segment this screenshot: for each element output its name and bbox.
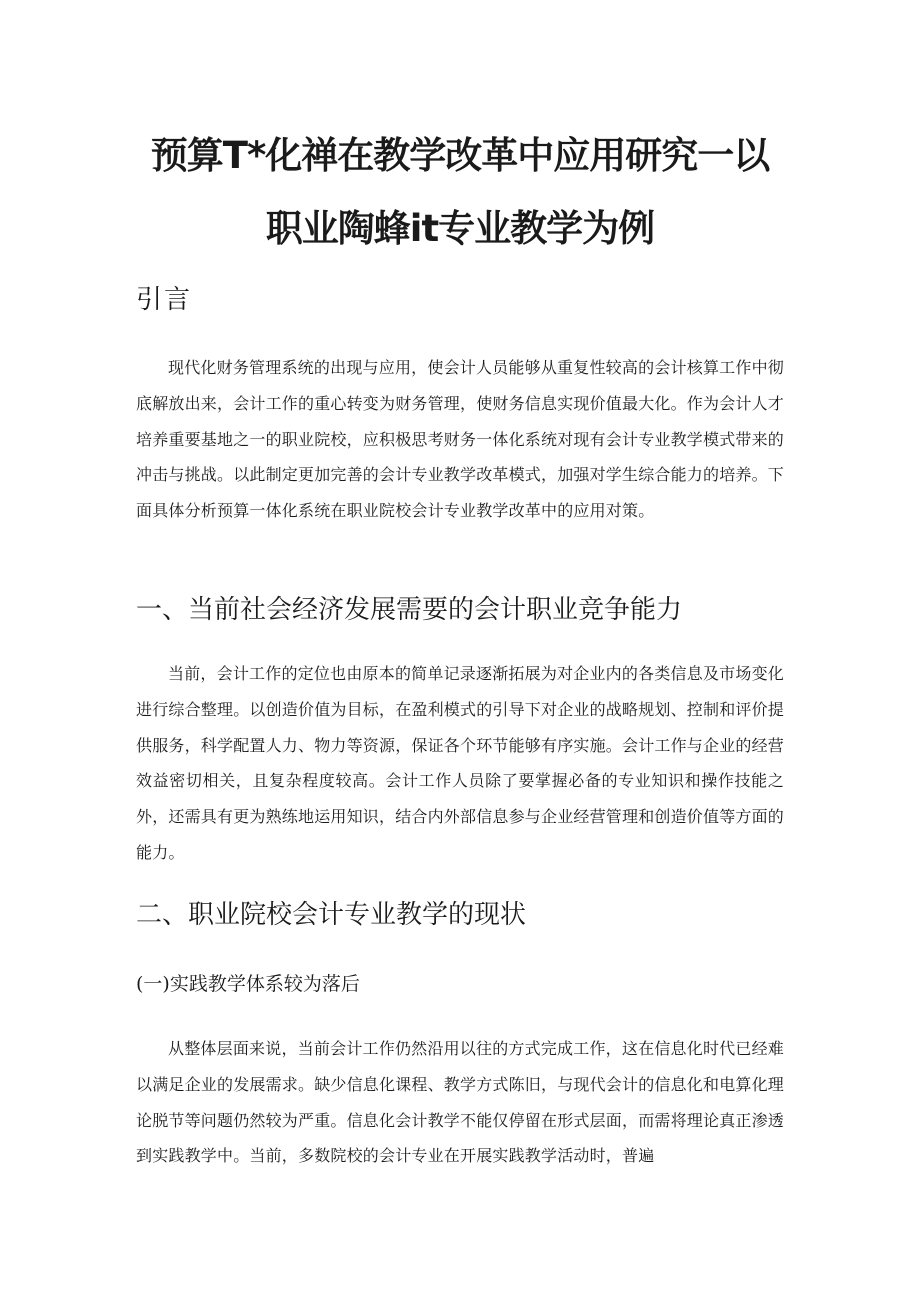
document-title-line-2: 职业陶蜂it专业教学为例 [265, 207, 655, 250]
intro-heading: 引言 [136, 285, 193, 315]
subsection-1-paragraph: 从整体层面来说，当前会计工作仍然沿用以往的方式完成工作，这在信息化时代已经难以满足企业的发展需求。缺少信息化课程、教学方式陈旧，与现代会计的信息化和电算化理论脱节等问题仍然较为严重。信息化会计教学不能仅停留在形式层面，而需将理论真正渗透到实践教学中。当前，多数院校的会计专业在开展实践教学活动时，普遍 [136, 1039, 785, 1166]
intro-paragraph: 现代化财务管理系统的出现与应用，使会计人员能够从重复性较高的会计核算工作中彻底解放出来，会计工作的重心转变为财务管理，使财务信息实现价值最大化。作为会计人才培养重要基地之一的职业院校，应积极思考财务一体化系统对现有会计专业教学模式带来的冲击与挑战。以此制定更加完善的会计专业教学改革模式，加强对学生综合能力的培养。下面具体分析预算一体化系统在职业院校会计专业教学改革中的应用对策。 [136, 358, 785, 521]
document-title-line-1: 预算T*化禅在教学改革中应用研究一以 [150, 134, 770, 177]
section-2-heading: 二、职业院校会计专业教学的现状 [136, 900, 527, 930]
section-1-paragraph: 当前，会计工作的定位也由原本的简单记录逐渐拓展为对企业内的各类信息及市场变化进行综合整理。以创造价值为目标，在盈利模式的引导下对企业的战略规划、控制和评价提供服务，科学配置人力、物力等资源，保证各个环节能够有序实施。会计工作与企业的经营效益密切相关，且复杂程度较高。会计工作人员除了要掌握必备的专业知识和操作技能之外，还需具有更为熟练地运用知识，结合内外部信息参与企业经营管理和创造价值等方面的能力。 [136, 664, 785, 862]
subsection-1-heading: (一)实践教学体系较为落后 [136, 973, 360, 995]
section-1-heading: 一、当前社会经济发展需要的会计职业竞争能力 [136, 595, 683, 625]
